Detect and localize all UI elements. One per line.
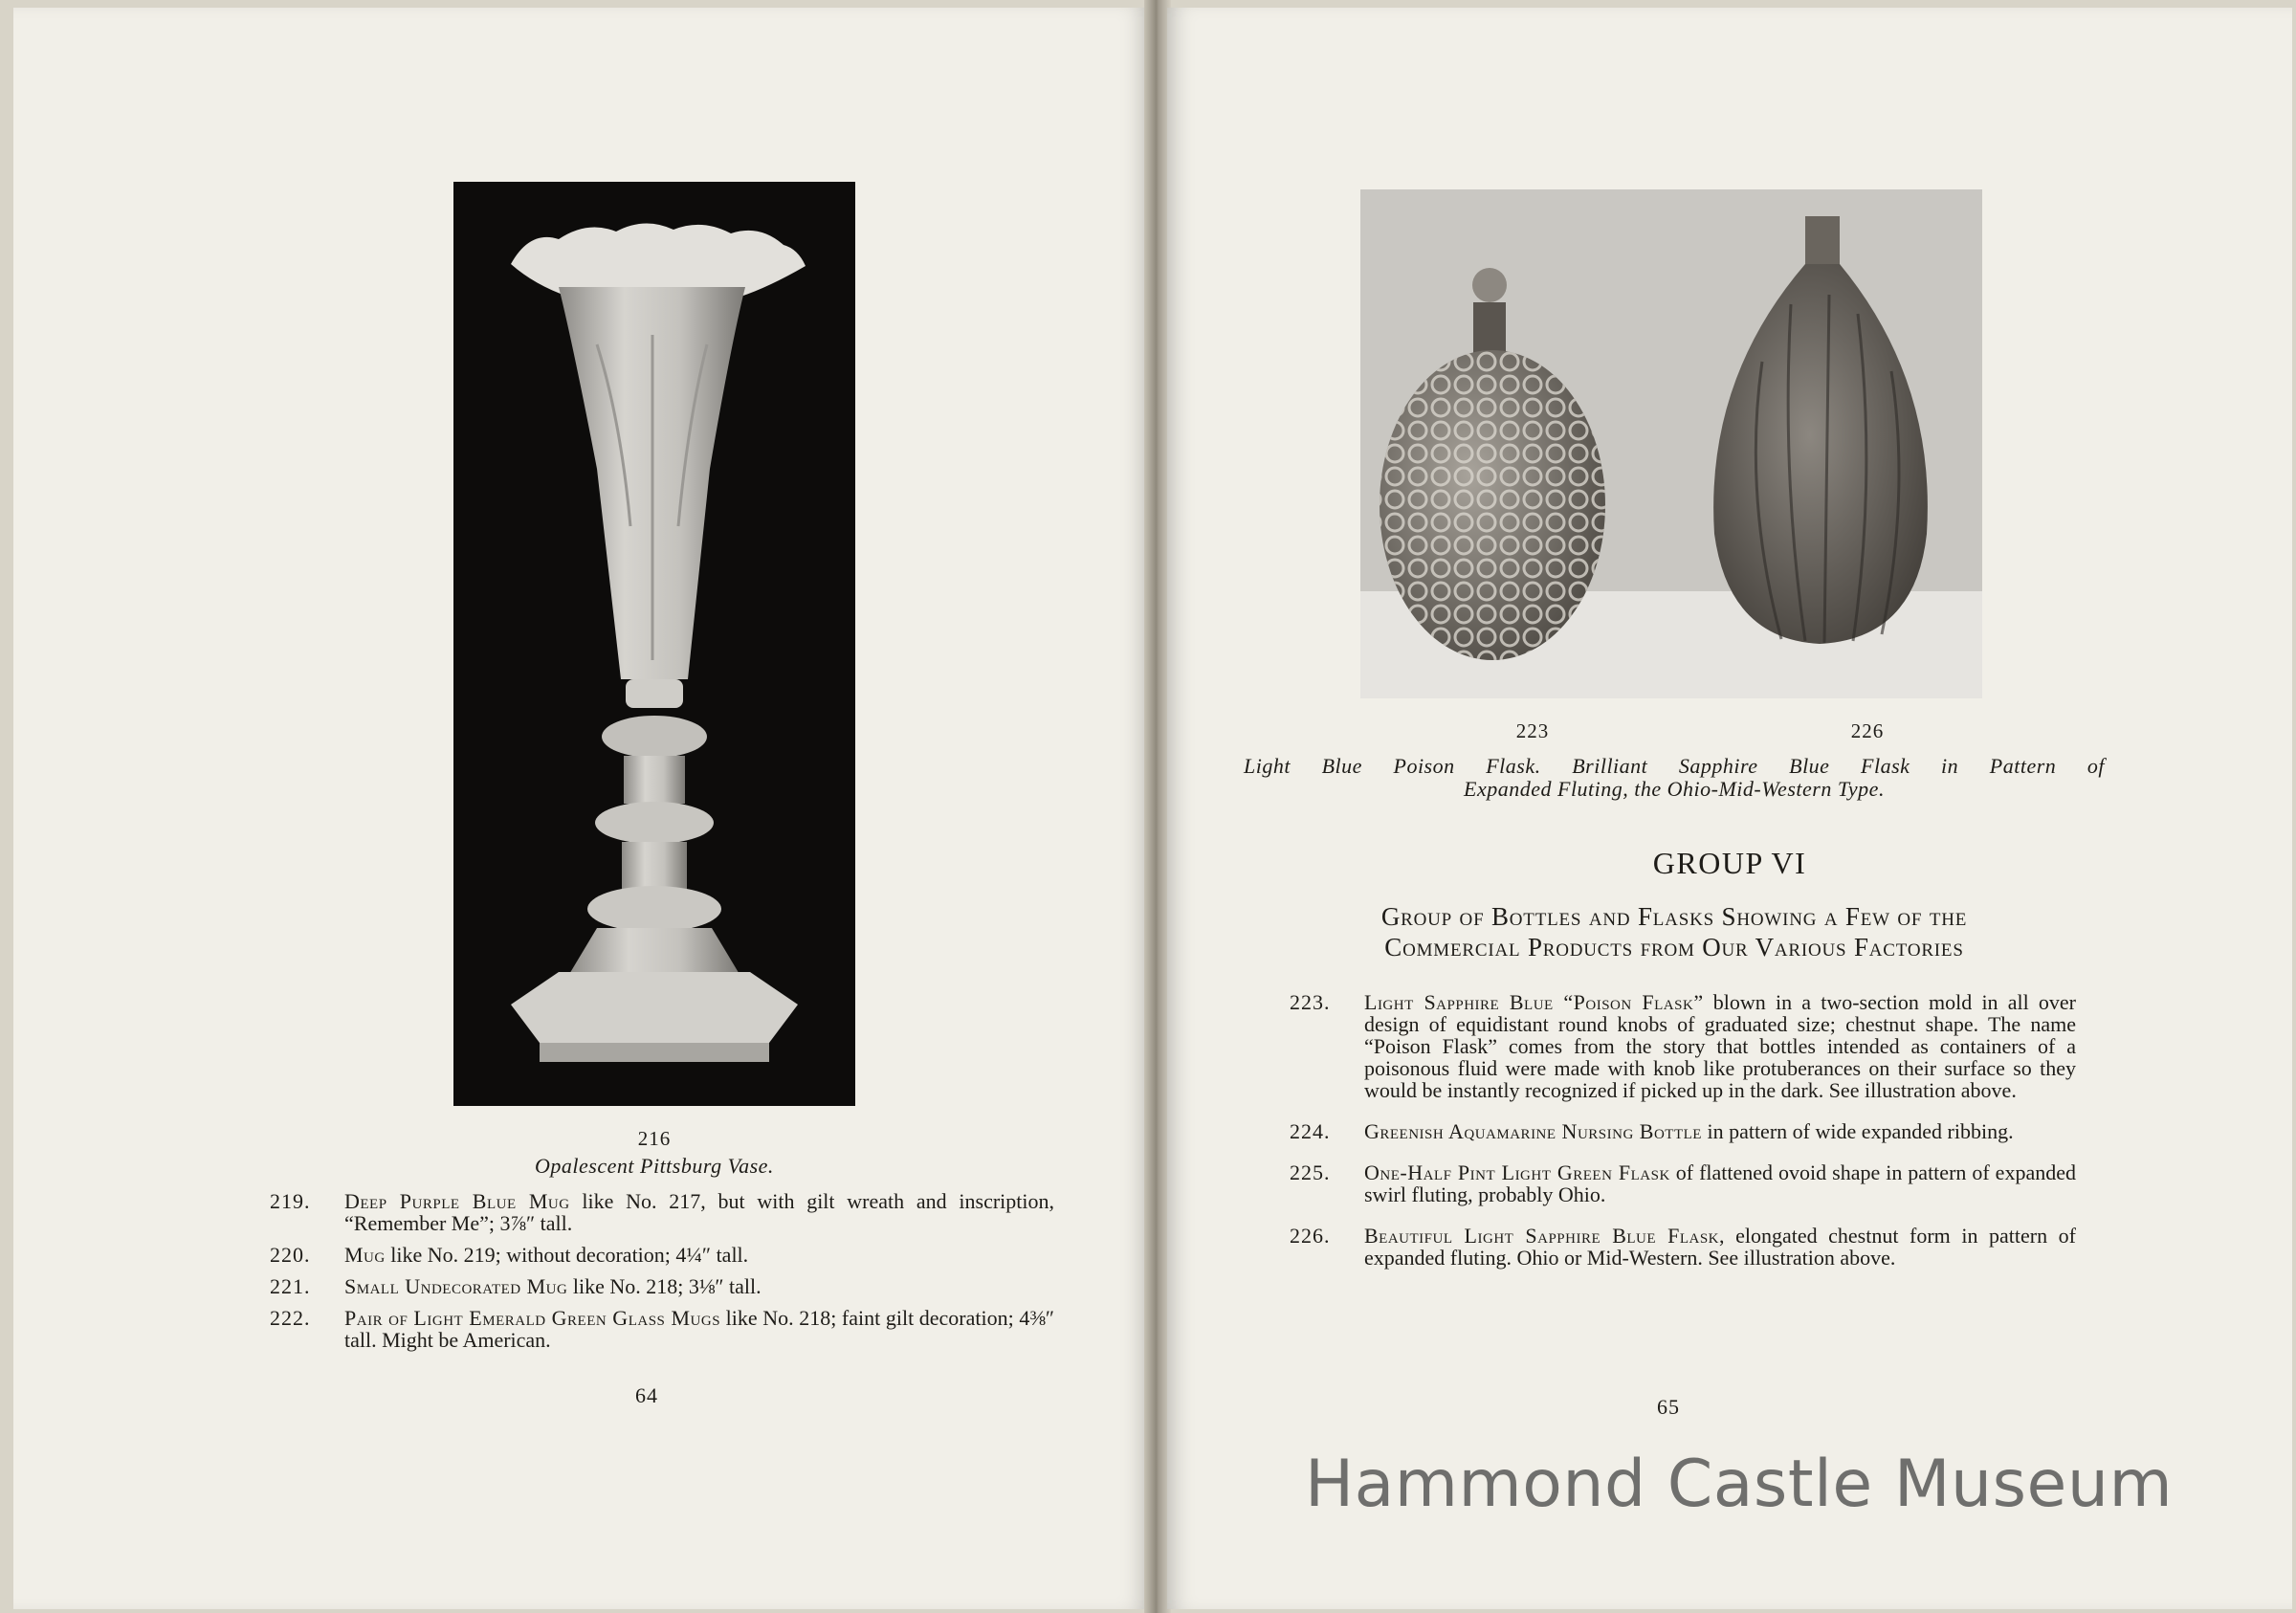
catalog-entry: [270, 1190, 1054, 1234]
entry-number: 219.: [270, 1189, 311, 1213]
entry-number: 220.: [270, 1243, 311, 1267]
group-subtitle: [1282, 901, 2066, 962]
group-subtitle-line-1: Group of Bottles and Flasks Showing a Few of the: [1380, 902, 1968, 931]
plate-number-223: 223: [1515, 719, 1550, 742]
catalog-entry: [270, 1275, 1054, 1297]
catalog-entry: [270, 1244, 1054, 1266]
group-title: GROUP VI: [1652, 846, 1807, 880]
opalescent-vase-illustration: [453, 182, 855, 1106]
plate-number: 216: [637, 1127, 672, 1150]
entry-number: 226.: [1290, 1224, 1331, 1248]
entry-text: blown in a two-section mold in all over design of equidistant round knobs of graduated size; chestnut shape. The name “Poison Flask” comes from the story that bottles intended as containers of a poisonous fluid were made with knob like protuberances on their surface so they would be instantly recognized if picked up in the dark. See illustration above.: [1364, 990, 2076, 1102]
entry-title: Deep Purple Blue Mug: [344, 1189, 570, 1213]
catalog-entry: [1290, 991, 2076, 1101]
entry-text: of flattened ovoid shape in pattern of expanded swirl fluting, probably Ohio.: [1364, 1160, 2076, 1206]
plate-caption-line-1: Light Blue Poison Flask. Brilliant Sapphire Blue Flask in Pattern of: [1244, 754, 2105, 778]
entry-text: like No. 217, but with gilt wreath and inscription, “Remember Me”; 3⅞″ tall.: [344, 1189, 1054, 1235]
entry-title: Greenish Aquamarine Nursing Bottle: [1364, 1119, 1702, 1143]
entry-title: Small Undecorated Mug: [344, 1274, 568, 1298]
plate-caption: Opalescent Pittsburg Vase.: [535, 1154, 774, 1178]
page-number: 65: [1657, 1395, 1680, 1419]
vase-photograph: [453, 182, 855, 1106]
right-page: [1167, 8, 2292, 1609]
plate-caption-line-2: Expanded Fluting, the Ohio-Mid-Western Type.: [1464, 777, 1885, 801]
entry-text: like No. 219; without decoration; 4¼″ tall.: [385, 1243, 749, 1267]
entry-number: 222.: [270, 1306, 311, 1330]
catalog-entry: [1290, 1225, 2076, 1269]
catalog-entries: [1290, 991, 2076, 1288]
page-number: 64: [635, 1383, 658, 1407]
entry-number: 225.: [1290, 1160, 1331, 1184]
left-page: [13, 8, 1148, 1609]
entry-title: One-Half Pint Light Green Flask: [1364, 1160, 1670, 1184]
catalog-entry: [1290, 1161, 2076, 1205]
entry-text: like No. 218; 3⅛″ tall.: [567, 1274, 762, 1298]
entry-number: 221.: [270, 1274, 311, 1298]
entry-number: 223.: [1290, 990, 1331, 1014]
catalog-entries: [270, 1190, 1054, 1360]
entry-title: Light Sapphire Blue “Poison Flask”: [1364, 990, 1704, 1014]
entry-title: Mug: [344, 1243, 386, 1267]
group-subtitle-line-2: Commercial Products from Our Various Factories: [1384, 933, 1964, 961]
entry-title: Pair of Light Emerald Green Glass Mugs: [344, 1306, 721, 1330]
entry-text: , elongated chestnut form in pattern of expanded fluting. Ohio or Mid-Western. See illustration above.: [1364, 1224, 2076, 1270]
entry-text: in pattern of wide expanded ribbing.: [1701, 1119, 2014, 1143]
museum-watermark: Hammond Castle Museum: [1305, 1447, 2174, 1522]
catalog-entry: [1290, 1120, 2076, 1142]
entry-number: 224.: [1290, 1119, 1331, 1143]
catalog-entry: [270, 1307, 1054, 1351]
flasks-photograph: [1360, 189, 1982, 698]
entry-text: like No. 218; faint gilt decoration; 4⅜″ tall. Might be American.: [344, 1306, 1054, 1352]
plate-number-226: 226: [1850, 719, 1885, 742]
entry-title: Beautiful Light Sapphire Blue Flask: [1364, 1224, 1719, 1248]
flasks-illustration: [1360, 189, 1982, 698]
